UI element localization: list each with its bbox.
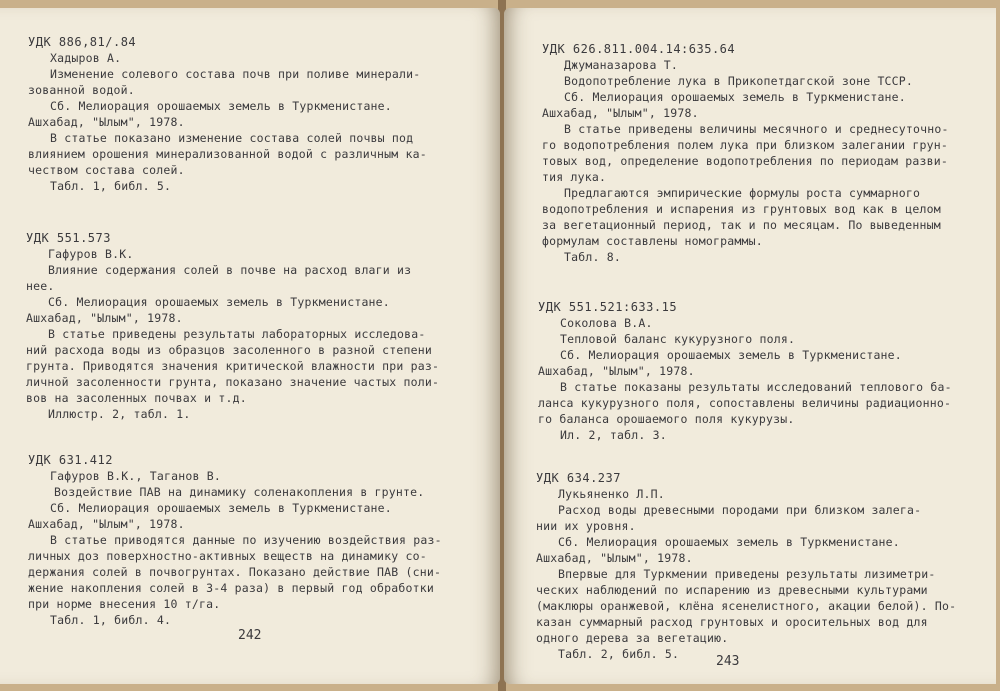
author: Гафуров В.К. <box>48 247 134 261</box>
author: Джуманазарова Т. <box>564 58 678 72</box>
abstract-line: жение накопления солей в 3-4 раза) в первый год обработки <box>28 581 435 595</box>
refs: Табл. 1, библ. 4. <box>50 613 172 627</box>
title-line: нии их уровня. <box>536 519 636 533</box>
udk-code: УДК 631.412 <box>28 453 113 467</box>
source-line: Сб. Мелиорация орошаемых земель в Туркменистане. <box>558 535 900 549</box>
abstract-line: формулам составлены номограммы. <box>542 234 763 248</box>
source-line: Сб. Мелиорация орошаемых земель в Туркменистане. <box>48 295 390 309</box>
abstract-line: В статье приведены величины месячного и среднесуточно- <box>564 122 949 136</box>
title-line: зованной водой. <box>28 83 135 97</box>
title-line: Тепловой баланс кукурузного поля. <box>560 332 796 346</box>
abstract-line: В статье приводятся данные по изучению воздействия раз- <box>50 533 442 547</box>
abstract-line: чеством состава солей. <box>28 163 185 177</box>
entry-left-2 <box>26 230 439 422</box>
udk-code: УДК 551.573 <box>26 231 111 245</box>
source-line: Ашхабад, "Ылым", 1978. <box>542 106 699 120</box>
abstract-line: Впервые для Туркмении приведены результаты лизиметри- <box>558 567 936 581</box>
author: Гафуров В.К., Таганов В. <box>50 469 221 483</box>
left-page <box>0 8 500 684</box>
entry-left-3 <box>28 452 442 628</box>
page-number: 242 <box>238 628 262 643</box>
abstract-line: Предлагаются эмпирические формулы роста суммарного <box>564 186 921 200</box>
entry-right-2 <box>538 299 952 443</box>
abstract-line: водопотребления и испарения из грунтовых вод как в целом <box>542 202 941 216</box>
abstract-line: держания солей в почвогрунтах. Показано действие ПАВ (сни- <box>28 565 442 579</box>
source-line: Сб. Мелиорация орошаемых земель в Туркменистане. <box>564 90 906 104</box>
udk-code: УДК 626.811.004.14:635.64 <box>542 42 736 56</box>
refs: Табл. 2, библ. 5. <box>558 647 680 661</box>
abstract-line: тия лука. <box>542 170 607 184</box>
source-line: Сб. Мелиорация орошаемых земель в Туркменистане. <box>50 99 392 113</box>
source-line: Ашхабад, "Ылым", 1978. <box>538 364 695 378</box>
udk-code: УДК 551.521:633.15 <box>538 300 678 314</box>
refs: Иллюстр. 2, табл. 1. <box>48 407 191 421</box>
title-line: Изменение солевого состава почв при поливе минерали- <box>50 67 421 81</box>
source-line: Сб. Мелиорация орошаемых земель в Туркменистане. <box>50 501 392 515</box>
title-line: Расход воды древесными породами при близком залега- <box>558 503 922 517</box>
abstract-line: го баланса орошаемого поля кукурузы. <box>538 412 795 426</box>
abstract-line: за вегетационный период, так и по месяцам. По выведенным <box>542 218 941 232</box>
udk-code: УДК 634.237 <box>536 471 621 485</box>
title-line: Водопотребление лука в Прикопетдагской зоне ТССР. <box>564 74 914 88</box>
abstract-line: влиянием орошения минерализованной водой с различным ка- <box>28 147 427 161</box>
abstract-line: ческих наблюдений по испарению из древесными культурами <box>536 583 928 597</box>
page-number: 243 <box>716 654 740 669</box>
abstract-line: В статье показаны результаты исследований теплового ба- <box>560 380 952 394</box>
abstract-line: при норме внесения 10 т/га. <box>28 597 221 611</box>
refs: Табл. 1, библ. 5. <box>50 179 172 193</box>
abstract-line: В статье приведены результаты лабораторных исследова- <box>48 327 426 341</box>
abstract-line: ний расхода воды из образцов засоленного в разной степени <box>26 343 433 357</box>
author: Соколова В.А. <box>560 316 653 330</box>
source-line: Ашхабад, "Ылым", 1978. <box>536 551 693 565</box>
abstract-line: казан суммарный расход грунтовых и оросительных вод для <box>536 615 928 629</box>
author: Лукьяненко Л.П. <box>558 487 665 501</box>
abstract-line: грунта. Приводятся значения критической влажности при раз- <box>26 359 440 373</box>
entry-right-1 <box>542 41 949 265</box>
abstract-line: го водопотребления полем лука при близком залегании грун- <box>542 138 949 152</box>
refs: Ил. 2, табл. 3. <box>560 428 667 442</box>
source-line: Ашхабад, "Ылым", 1978. <box>28 517 185 531</box>
entry-right-3 <box>536 470 956 662</box>
abstract-line: вов на засоленных почвах и т.д. <box>26 391 247 405</box>
title-line: Воздействие ПАВ на динамику соленакопления в грунте. <box>54 485 425 499</box>
entry-left-1 <box>28 34 427 194</box>
refs: Табл. 8. <box>564 250 621 264</box>
source-line: Сб. Мелиорация орошаемых земель в Туркменистане. <box>560 348 902 362</box>
abstract-line: товых вод, определение водопотребления по периодам разви- <box>542 154 949 168</box>
abstract-line: личных доз поверхностно-активных веществ на динамику со- <box>28 549 427 563</box>
title-line: нее. <box>26 279 55 293</box>
abstract-line: личной засоленности грунта, показано значение частых поли- <box>26 375 440 389</box>
source-line: Ашхабад, "Ылым", 1978. <box>28 115 185 129</box>
source-line: Ашхабад, "Ылым", 1978. <box>26 311 183 325</box>
author: Хадыров А. <box>50 51 122 65</box>
right-page <box>504 8 996 684</box>
udk-code: УДК 886,81/.84 <box>28 35 137 49</box>
abstract-line: одного дерева за вегетацию. <box>536 631 729 645</box>
abstract-line: В статье показано изменение состава солей почвы под <box>50 131 414 145</box>
abstract-line: (маклюры оранжевой, клёна ясенелистного, акации белой). По- <box>536 599 957 613</box>
abstract-line: ланса кукурузного поля, сопоставлены величины радиационно- <box>538 396 952 410</box>
title-line: Влияние содержания солей в почве на расход влаги из <box>48 263 412 277</box>
